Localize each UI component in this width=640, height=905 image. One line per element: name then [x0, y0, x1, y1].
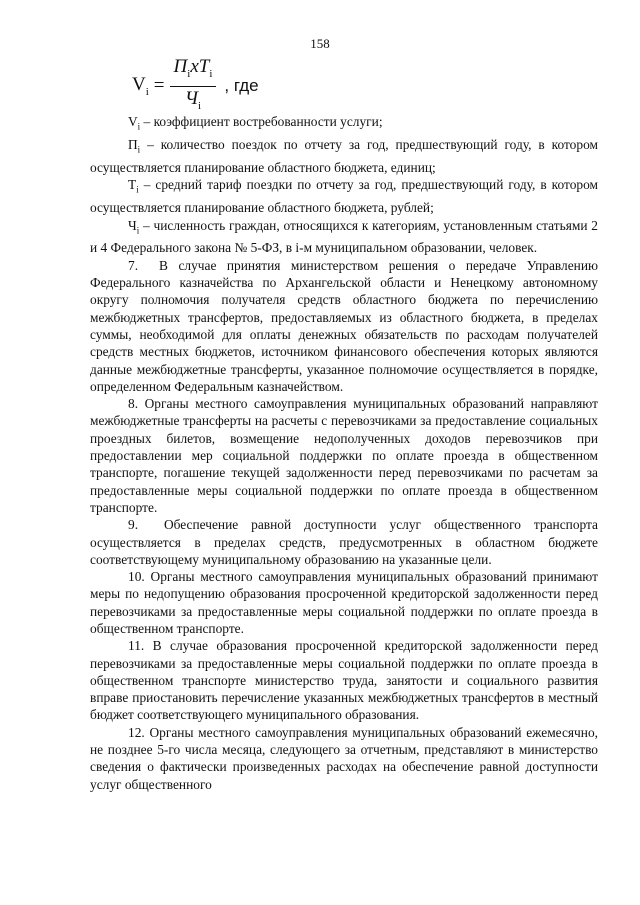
formula-denominator — [185, 87, 201, 117]
definition-text: – численность граждан, относящихся к категориям, установленным статьями 2 и 4 Федерального закона № 5-ФЗ, в i-м муниципальном образовании, человек. — [90, 217, 598, 256]
definition-text: – средний тариф поездки по отчету за год, предшествующий году, в котором осуществляется планирование областного бюджета, рублей; — [90, 177, 598, 216]
formula-numerator — [170, 56, 217, 87]
definition-ch — [90, 217, 598, 257]
document-body — [90, 113, 598, 793]
definition-symbol: Ч — [128, 217, 137, 233]
formula-equals: = — [153, 75, 165, 96]
paragraph-11: 11. В случае образования просроченной кредиторской задолженности перед перевозчиками за предоставленные меры социальной поддержки по оплате проезда в общественном транспорте министерство труда, занятости и социального развития вправе приостановить перечисление указанных межбюджетных трансфертов в местный бюджет соответствующего муниципального образования. — [90, 638, 598, 723]
formula-lhs-sub: i — [145, 85, 149, 98]
formula-den-sub: i — [197, 99, 202, 112]
definition-sub: i — [136, 184, 139, 195]
definition-text: – коэффициент востребованности услуги; — [140, 114, 383, 129]
definition-t — [90, 176, 598, 216]
formula-den-symbol: Ч — [184, 87, 198, 109]
formula-num-a: П — [173, 55, 188, 77]
formula-fraction — [170, 56, 217, 117]
page-number: 158 — [310, 36, 330, 51]
definition-sub: i — [137, 144, 141, 155]
formula-num-a-sub: i — [187, 67, 191, 80]
formula — [132, 55, 259, 112]
definition-text: – количество поездок по отчету за год, предшествующий году, в котором осуществляется планирование областного бюджета, единиц; — [90, 136, 598, 175]
definition-symbol: П — [128, 136, 138, 152]
definition-v — [90, 113, 598, 136]
paragraph-9: 9. Обеспечение равной доступности услуг общественного транспорта осуществляется в пределах средств, предусмотренных в областном бюджете соответствующему муниципальному образованию на указанные цели. — [90, 517, 598, 567]
formula-lhs-symbol: V — [132, 74, 146, 96]
definition-symbol: Т — [128, 177, 137, 193]
paragraph-10: 10. Органы местного самоуправления муниципальных образований принимают меры по недопущению образования просроченной кредиторской задолженности перед перевозчиками за предоставленные меры социальной поддержки по оплате проезда в общественном транспорте. — [90, 569, 598, 636]
definition-sub: i — [136, 225, 140, 236]
paragraph-8: 8. Органы местного самоуправления муниципальных образований направляют межбюджетные трансферты на расчеты с перевозчиками за предоставление социальных проездных билетов, возмещение недополученных доходов перевозчиков при предоставлении мер социальной поддержки по оплате проезда в общественном транспорте, погашение текущей задолженности перед перевозчиками по расчетам за предоставленные меры социальной поддержки по оплате проезда в общественном транспорте. — [90, 396, 598, 515]
paragraph-12: 12. Органы местного самоуправления муниципальных образований ежемесячно, не позднее 5-го числа месяца, следующего за отчетным, представляют в министерство сведения о фактически произведенных расходах на обеспечение равной доступности услуг общественного — [90, 724, 598, 792]
definition-symbol: V — [128, 114, 138, 129]
definition-sub: i — [137, 121, 141, 132]
paragraph-7: 7. В случае принятия министерством решения о передаче Управлению Федерального казначейства по Архангельской области и Ненецкому автономному округу полномочия получателя средств областного бюджета по перечислению межбюджетных трансфертов, предоставляемых из областного бюджета, в пределах суммы, необходимой для оплаты денежных обязательств по расходам получателей средств местных бюджетов, источником финансового обеспечения которых являются данные межбюджетные трансферты, указанное полномочие осуществляется в порядке, определенном Федеральным казначейством. — [90, 257, 598, 394]
formula-num-b-sub: i — [209, 67, 213, 80]
formula-lhs — [132, 74, 149, 98]
formula-num-mid: xT — [190, 55, 210, 77]
definition-p — [90, 136, 598, 176]
formula-where: , где — [224, 76, 259, 95]
